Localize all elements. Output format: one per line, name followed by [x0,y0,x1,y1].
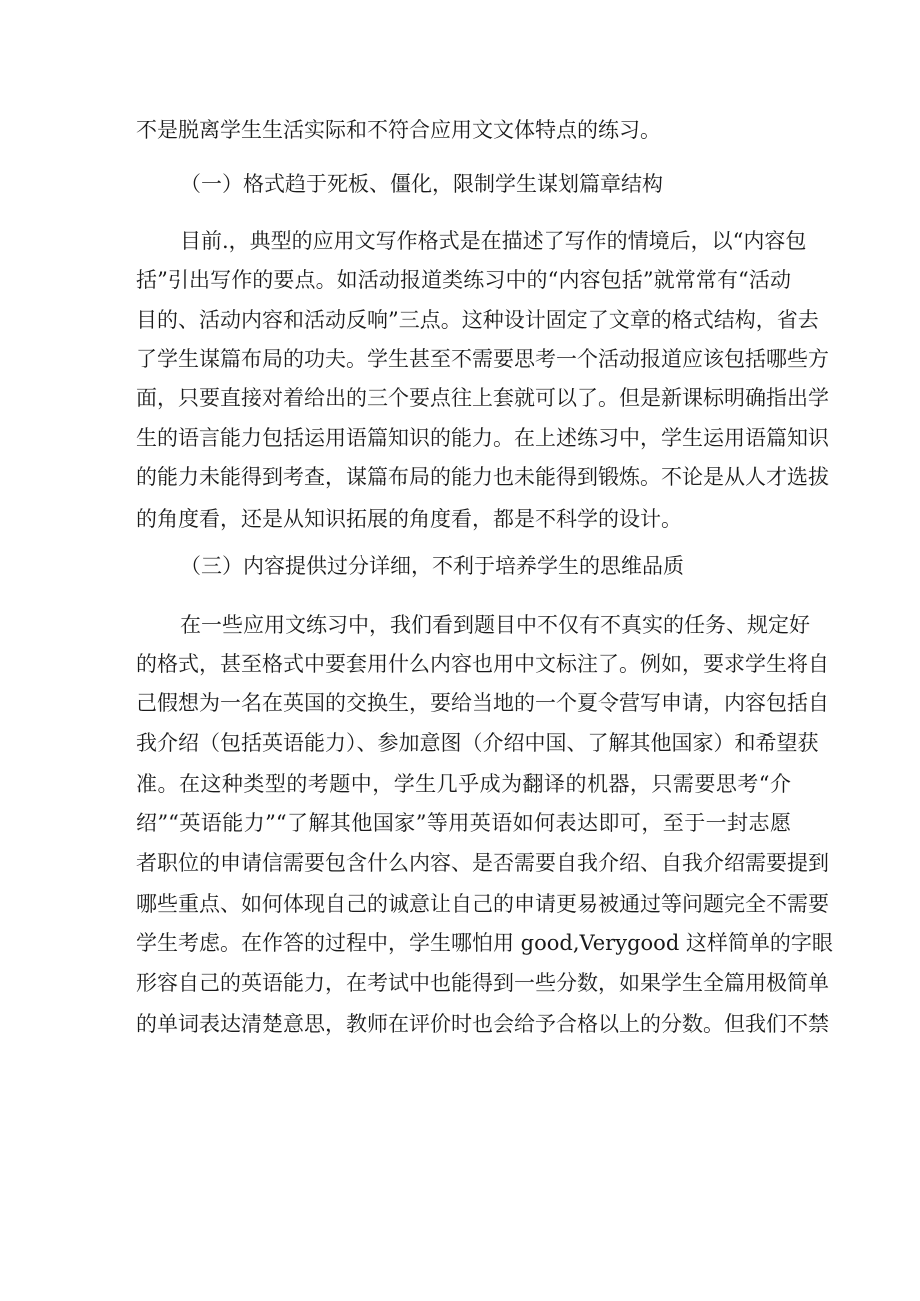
text-line: 准。在这种类型的考题中，学生几乎成为翻译的机器，只需要思考“介 [136,772,791,796]
text-line: 的单词表达清楚意思，教师在评价时也会给予合格以上的分数。但我们不禁 [136,1012,829,1036]
text-line: 的格式，甚至格式中要套用什么内容也用中文标注了。例如，要求学生将自 [136,652,829,676]
text-line: 我介绍（包括英语能力）、参加意图（介绍中国、了解其他国家）和希望获 [136,731,819,755]
text-line: 学生考虑。在作答的过程中，学生哪怕用 good,Verygood 这样简单的字眼 [136,931,833,955]
section-heading: （三）内容提供过分详细，不利于培养学生的思维品质 [180,554,684,578]
text-line: 者职位的申请信需要包含什么内容、是否需要自我介绍、自我介绍需要提到 [136,851,829,875]
text-line: 括”引出写作的要点。如活动报道类练习中的“内容包括”就常常有“活动 [136,268,791,292]
paragraph-line: 目前.，典型的应用文写作格式是在描述了写作的情境后，以“内容包 [180,229,807,253]
text-line: 的角度看，还是从知识拓展的角度看，都是不科学的设计。 [136,507,682,531]
paragraph-line: 在一些应用文练习中，我们看到题目中不仅有不真实的任务、规定好 [180,613,810,637]
text-line: 绍”“英语能力”“了解其他国家”等用英语如何表达即可，至于一封志愿 [136,811,791,835]
text-line: 不是脱离学生生活实际和不符合应用文文体特点的练习。 [136,118,661,142]
text-line: 了学生谋篇布局的功夫。学生甚至不需要思考一个活动报道应该包括哪些方 [136,347,829,371]
text-line: 生的语言能力包括运用语篇知识的能力。在上述练习中，学生运用语篇知识 [136,426,829,450]
text-line: 形容自己的英语能力，在考试中也能得到一些分数，如果学生全篇用极简单 [136,971,829,995]
text-line: 的能力未能得到考查，谋篇布局的能力也未能得到锻炼。不论是从人才选拔 [136,465,829,489]
section-heading: （一）格式趋于死板、僵化，限制学生谋划篇章结构 [180,172,663,196]
text-line: 目的、活动内容和活动反响”三点。这种设计固定了文章的格式结构，省去 [136,308,819,332]
text-line: 哪些重点、如何体现自己的诚意让自己的申请更易被通过等问题完全不需要 [136,892,829,916]
text-line: 己假想为一名在英国的交换生，要给当地的一个夏令营写申请，内容包括自 [136,691,829,715]
text-line: 面，只要直接对着给出的三个要点往上套就可以了。但是新课标明确指出学 [136,386,829,410]
